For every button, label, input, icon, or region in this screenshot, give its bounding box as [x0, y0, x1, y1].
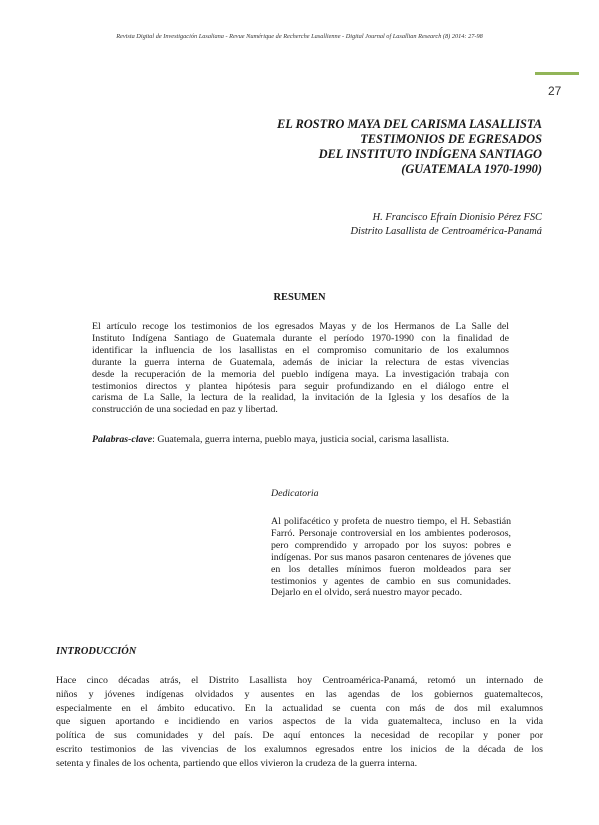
body-line: setenta y finales de los ochenta, partiendo que ellos vivieron la crudeza de la guerra interna. [56, 757, 418, 769]
title-line: (GUATEMALA 1970-1990) [401, 162, 542, 176]
body-line: niños y jóvenes indígenas olvidados y ausentes en las agendas de los gobiernos guatemaltecos, [56, 688, 543, 700]
abstract-line: Instituto Indígena Santiago de Guatemala durante el período 1970-1990 con la finalidad de [92, 332, 509, 344]
body-line: especialmente en el ámbito educativo. En la actualidad se cuenta con más de dos mil exalumnos [56, 702, 543, 714]
author-name: H. Francisco Efraín Dionisio Pérez FSC [372, 212, 542, 223]
dedication-line: Dejarlo en el olvido, será nuestro mayor pecado. [271, 587, 463, 599]
introduction-paragraph [56, 674, 543, 770]
page-number: 27 [548, 84, 562, 98]
keywords [92, 434, 512, 445]
author-affiliation: Distrito Lasallista de Centroamérica-Panamá [350, 226, 542, 237]
keywords-label: Palabras-clave [92, 434, 153, 445]
body-line: escrito testimonios de las vivencias de los exalumnos egresados entre los inicios de la década de los [56, 743, 543, 755]
abstract-line: identificar la influencia de los lasallistas en el compromiso comunitario de los exalumnos [92, 344, 509, 356]
title-line: EL ROSTRO MAYA DEL CARISMA LASALLISTA [277, 117, 542, 131]
section-heading-introduction: INTRODUCCIÓN [56, 646, 137, 657]
abstract-line: durante la guerra interna de Guatemala, además de iniciar la relectura de estas vivencias [92, 356, 509, 368]
dedication-line: Farró. Personaje controversial en los ambientes poderosos, [271, 527, 511, 539]
abstract-heading: RESUMEN [273, 292, 326, 303]
dedication-line: en los detalles mínimos fueron moldeados para ser [271, 563, 511, 575]
dedication-line: pero comprendido y arropado por los suyos: pobres e [271, 539, 511, 551]
dedication-line: indígenas. Por sus manos pasaron centenares de jóvenes que [271, 551, 511, 563]
abstract-line: carisma de La Salle, la lectura de la realidad, la invitación de la Iglesia y los desafíos de la [92, 392, 509, 404]
running-header: Revista Digital de Investigación Lasaliana - Revue Numérique de Recherche Lasallienne - Digital Journal of Lasallian Research (8) 2014: 27-98 [116, 33, 483, 40]
abstract-line: desde la recuperación de la memoria del pueblo indígena maya. La investigación trabaja con [92, 368, 509, 380]
abstract-line: construcción de una sociedad en paz y libertad. [92, 404, 278, 416]
dedication-line: Al polifacético y profeta de nuestro tiempo, el H. Sebastián [271, 516, 511, 527]
dedication-line: testimonios y agentes de cambio en sus comunidades. [271, 575, 511, 587]
title-line: TESTIMONIOS DE EGRESADOS [360, 132, 542, 146]
dedication-text [271, 516, 511, 599]
body-line: que siguen aportando e incidiendo en varios aspectos de la vida guatemalteca, incluso en la vida [56, 716, 543, 728]
abstract-text [92, 321, 509, 416]
abstract-line: El artículo recoge los testimonios de los egresados Mayas y de los Hermanos de La Salle del [92, 321, 509, 332]
author-block [182, 211, 542, 239]
body-line: política de sus comunidades y del país. De aquí entonces la necesidad de recopilar y poner por [56, 730, 543, 741]
article-title [182, 117, 542, 177]
abstract-line: testimonios directos y plantea hipótesis para seguir profundizando en el diálogo entre el [92, 380, 509, 392]
title-line: DEL INSTITUTO INDÍGENA SANTIAGO [318, 147, 542, 161]
page-number-rule [535, 72, 579, 75]
dedication-heading: Dedicatoria [271, 488, 319, 499]
keywords-list: : Guatemala, guerra interna, pueblo maya, justicia social, carisma lasallista. [152, 434, 449, 445]
body-line: Hace cinco décadas atrás, el Distrito Lasallista hoy Centroamérica-Panamá, retomó un internado de [56, 675, 543, 686]
